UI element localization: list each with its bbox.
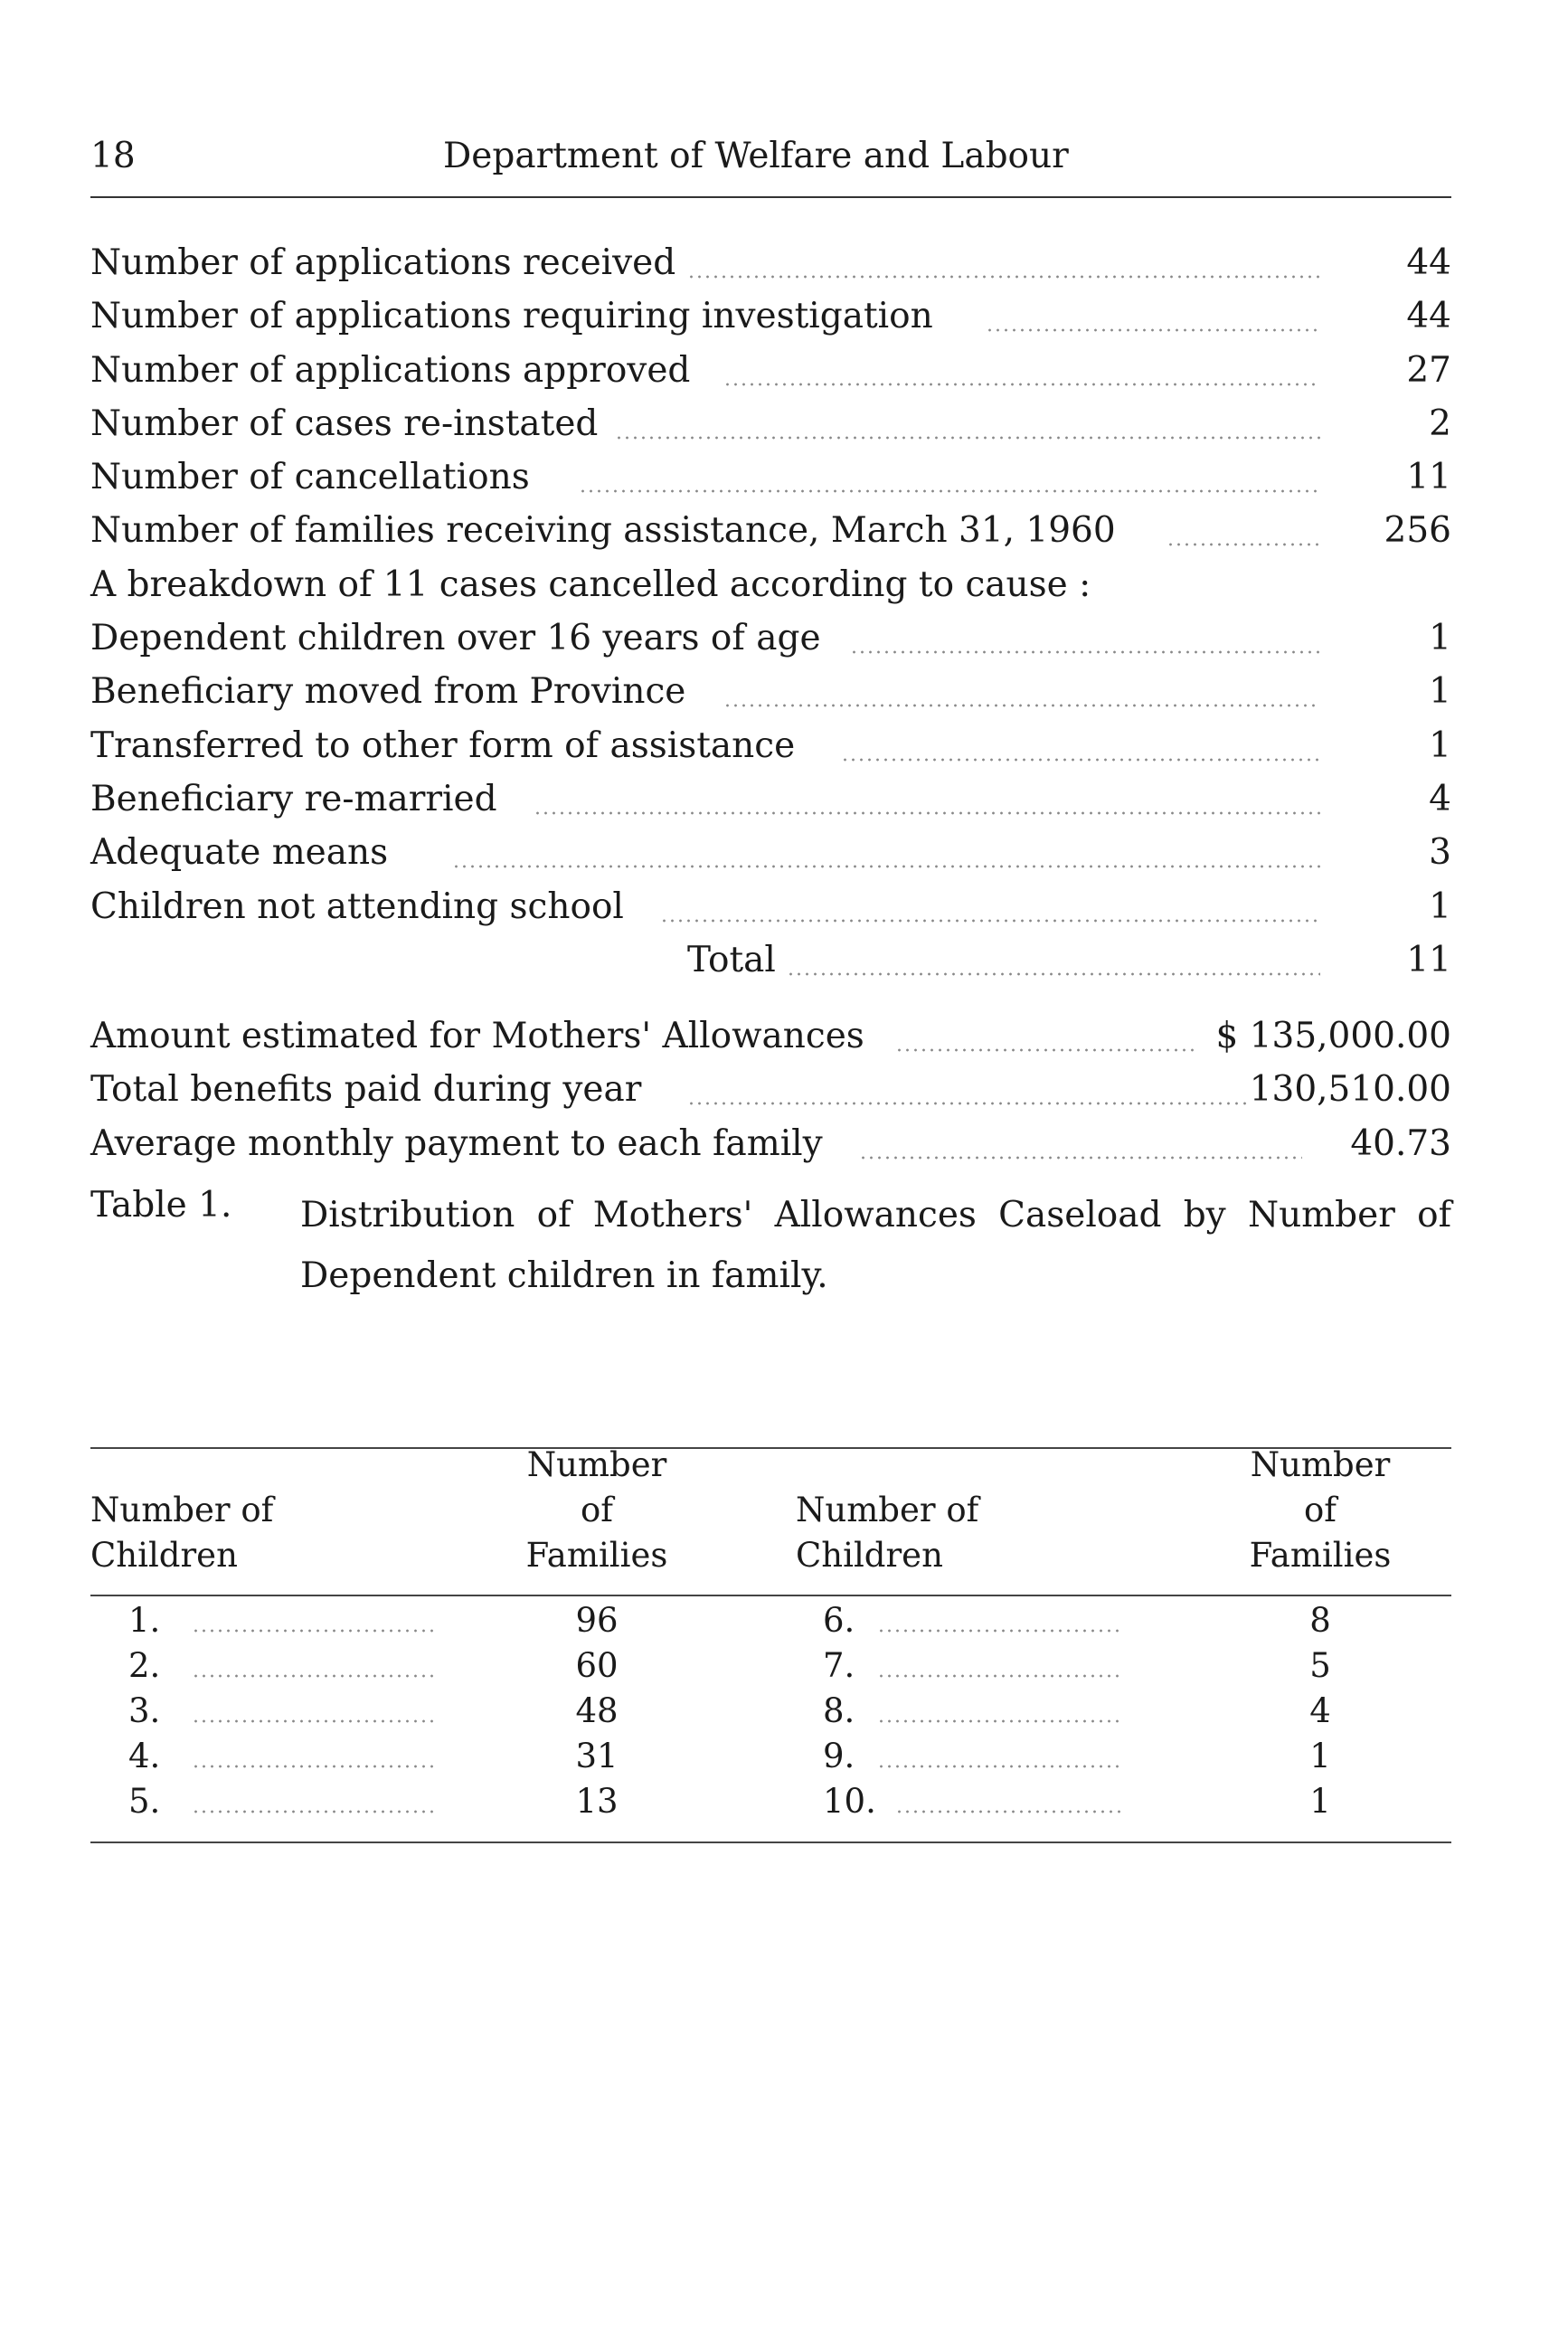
stat-label: Number of applications approved bbox=[90, 350, 703, 391]
families-cell: 4 bbox=[1309, 1691, 1331, 1730]
stat-row bbox=[90, 289, 1451, 342]
leader-dots bbox=[192, 1646, 436, 1682]
stat-row bbox=[90, 235, 1451, 289]
breakdown-label: Children not attending school bbox=[90, 886, 637, 927]
leader-dots bbox=[687, 242, 1320, 284]
breakdown-label: Beneficiary moved from Province bbox=[90, 671, 698, 712]
stat-value: 256 bbox=[1384, 510, 1451, 552]
children-cell: 2. bbox=[128, 1646, 161, 1685]
leader-dots bbox=[859, 1123, 1302, 1165]
families-cell: 8 bbox=[1309, 1601, 1331, 1640]
breakdown-value: 1 bbox=[1429, 724, 1451, 766]
statistics-list bbox=[90, 235, 1451, 986]
stat-label: Number of applications received bbox=[90, 242, 688, 283]
table-header-rule bbox=[90, 1595, 1451, 1596]
children-cell: 10. bbox=[823, 1782, 876, 1821]
children-cell: 4. bbox=[128, 1737, 161, 1775]
leader-dots bbox=[877, 1601, 1121, 1637]
families-cell: 1 bbox=[1309, 1782, 1331, 1821]
families-cell: 31 bbox=[575, 1737, 619, 1775]
table-bottom-rule bbox=[90, 1841, 1451, 1843]
breakdown-value: 4 bbox=[1429, 778, 1451, 819]
total-value: 11 bbox=[1406, 939, 1451, 980]
financial-value: $ 135,000.00 bbox=[1215, 1016, 1451, 1056]
families-cell: 5 bbox=[1309, 1646, 1331, 1685]
total-label: Total bbox=[687, 940, 789, 980]
leader-dots bbox=[877, 1646, 1121, 1682]
stat-value: 44 bbox=[1406, 242, 1451, 283]
leader-dots bbox=[660, 886, 1320, 928]
children-cell: 6. bbox=[823, 1601, 855, 1640]
leader-dots bbox=[579, 457, 1320, 498]
stat-row bbox=[90, 450, 1451, 503]
breakdown-label: Dependent children over 16 years of age bbox=[90, 618, 834, 658]
financial-value: 40.73 bbox=[1350, 1122, 1451, 1164]
stat-value: 44 bbox=[1406, 296, 1451, 337]
leader-dots bbox=[534, 779, 1320, 820]
breakdown-row bbox=[90, 611, 1451, 664]
leader-dots bbox=[192, 1601, 436, 1637]
leader-dots bbox=[841, 725, 1320, 767]
children-cell: 7. bbox=[823, 1646, 855, 1685]
families-cell: 60 bbox=[575, 1646, 619, 1685]
table-number: Table 1. bbox=[90, 1185, 232, 1226]
children-cell: 1. bbox=[128, 1601, 161, 1640]
leader-dots bbox=[895, 1016, 1194, 1057]
leader-dots bbox=[192, 1737, 436, 1773]
families-cell: 13 bbox=[575, 1782, 619, 1821]
financial-row bbox=[90, 1062, 1451, 1115]
stat-row bbox=[90, 396, 1451, 450]
column-header-children-right: Number of Children bbox=[796, 1491, 979, 1575]
column-header-families-left: Number of Families bbox=[525, 1445, 668, 1575]
breakdown-row bbox=[90, 664, 1451, 717]
running-title: Department of Welfare and Labour bbox=[443, 136, 1069, 176]
breakdown-label: Beneficiary re-married bbox=[90, 779, 510, 819]
breakdown-row bbox=[90, 772, 1451, 825]
leader-dots bbox=[452, 832, 1320, 874]
financial-summary bbox=[90, 1008, 1451, 1169]
leader-dots bbox=[687, 1069, 1248, 1111]
leader-dots bbox=[850, 618, 1320, 659]
leader-dots bbox=[787, 940, 1320, 981]
breakdown-total-row bbox=[90, 933, 1451, 986]
leader-dots bbox=[723, 671, 1320, 713]
stat-value: 27 bbox=[1406, 349, 1451, 391]
page-number: 18 bbox=[90, 136, 136, 176]
breakdown-row bbox=[90, 879, 1451, 933]
breakdown-value: 1 bbox=[1429, 885, 1451, 927]
page-header bbox=[90, 127, 1451, 190]
financial-row bbox=[90, 1008, 1451, 1062]
children-cell: 5. bbox=[128, 1782, 161, 1821]
stat-label: Number of families receiving assistance, March 31, 1960 bbox=[90, 510, 1129, 551]
leader-dots bbox=[877, 1691, 1121, 1728]
leader-dots bbox=[877, 1737, 1121, 1773]
families-cell: 96 bbox=[575, 1601, 619, 1640]
column-header-families-right: Number of Families bbox=[1249, 1445, 1392, 1575]
stat-label: Number of cancellations bbox=[90, 457, 543, 497]
leader-dots bbox=[192, 1782, 436, 1818]
children-cell: 8. bbox=[823, 1691, 855, 1730]
breakdown-label: Transferred to other form of assistance bbox=[90, 725, 808, 766]
column-header-children-left: Number of Children bbox=[90, 1491, 274, 1575]
leader-dots bbox=[895, 1782, 1121, 1818]
table-title: Distribution of Mothers' Allowances Caseload by Number of Dependent children in family. bbox=[300, 1195, 1451, 1296]
header-rule bbox=[90, 196, 1451, 198]
leader-dots bbox=[192, 1691, 436, 1728]
breakdown-intro: A breakdown of 11 cases cancelled according to cause : bbox=[90, 563, 1091, 605]
stat-value: 11 bbox=[1406, 457, 1451, 498]
breakdown-row bbox=[90, 825, 1451, 878]
financial-label: Total benefits paid during year bbox=[90, 1069, 654, 1110]
breakdown-value: 3 bbox=[1429, 832, 1451, 874]
stat-label: Number of applications requiring investigation bbox=[90, 296, 946, 336]
leader-dots bbox=[1167, 510, 1320, 552]
breakdown-intro-row bbox=[90, 557, 1451, 611]
stat-value: 2 bbox=[1429, 402, 1451, 444]
breakdown-value: 1 bbox=[1429, 671, 1451, 713]
stat-label: Number of cases re-instated bbox=[90, 403, 610, 444]
leader-dots bbox=[986, 296, 1320, 337]
leader-dots bbox=[615, 403, 1320, 445]
financial-label: Amount estimated for Mothers' Allowances bbox=[90, 1016, 877, 1056]
document-page bbox=[90, 127, 1451, 1821]
children-cell: 9. bbox=[823, 1737, 855, 1775]
stat-row bbox=[90, 503, 1451, 556]
financial-value: 130,510.00 bbox=[1249, 1069, 1451, 1111]
stat-row bbox=[90, 343, 1451, 396]
breakdown-label: Adequate means bbox=[90, 832, 401, 873]
breakdown-value: 1 bbox=[1429, 618, 1451, 659]
leader-dots bbox=[723, 350, 1320, 392]
breakdown-row bbox=[90, 718, 1451, 772]
financial-label: Average monthly payment to each family bbox=[90, 1123, 836, 1164]
financial-row bbox=[90, 1116, 1451, 1169]
families-cell: 1 bbox=[1309, 1737, 1331, 1775]
families-cell: 48 bbox=[575, 1691, 619, 1730]
children-cell: 3. bbox=[128, 1691, 161, 1730]
